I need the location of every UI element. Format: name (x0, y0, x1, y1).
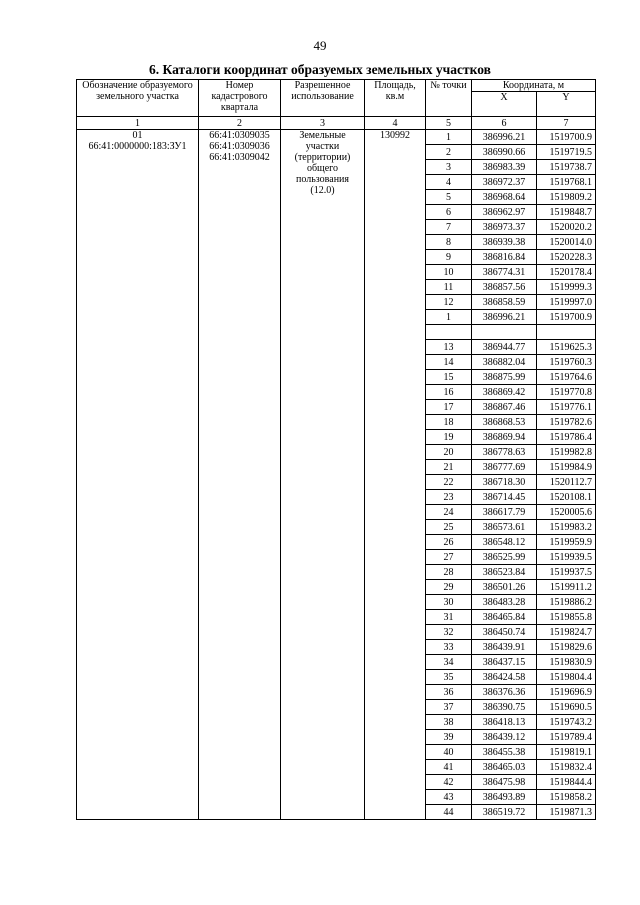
coordinate-y: 1519939.5 (537, 550, 596, 565)
coordinate-y: 1520014.0 (537, 235, 596, 250)
coordinate-y: 1519764.6 (537, 370, 596, 385)
coordinate-x: 386439.91 (472, 640, 537, 655)
coordinate-x: 386548.12 (472, 535, 537, 550)
coordinate-x: 386465.84 (472, 610, 537, 625)
point-number: 10 (426, 265, 472, 280)
point-number: 20 (426, 445, 472, 460)
coordinate-x: 386858.59 (472, 295, 537, 310)
coordinate-y: 1519983.2 (537, 520, 596, 535)
coordinates-catalog-table (76, 79, 596, 820)
cadastral-quarters-cell (199, 130, 281, 820)
point-number: 29 (426, 580, 472, 595)
cadastral-quarter-number: 66:41:0309036 (209, 141, 270, 152)
area-cell: 130992 (365, 130, 426, 820)
coordinate-y: 1519830.9 (537, 655, 596, 670)
point-number: 16 (426, 385, 472, 400)
coordinate-y: 1519625.3 (537, 340, 596, 355)
point-number: 26 (426, 535, 472, 550)
coordinate-y (537, 325, 596, 340)
point-number: 19 (426, 430, 472, 445)
point-number: 17 (426, 400, 472, 415)
point-number: 44 (426, 805, 472, 820)
coordinate-y: 1519776.1 (537, 400, 596, 415)
page-number: 49 (313, 38, 327, 53)
point-number: 15 (426, 370, 472, 385)
coordinate-y: 1519984.9 (537, 460, 596, 475)
coordinate-y: 1519832.4 (537, 760, 596, 775)
coordinate-y: 1519690.5 (537, 700, 596, 715)
column-number-1: 1 (77, 117, 199, 130)
coordinate-y: 1519858.2 (537, 790, 596, 805)
point-number: 11 (426, 280, 472, 295)
coordinate-y: 1519760.3 (537, 355, 596, 370)
coordinate-x: 386983.39 (472, 160, 537, 175)
catalog-body (77, 130, 596, 820)
coordinate-y: 1520005.6 (537, 505, 596, 520)
point-number: 8 (426, 235, 472, 250)
coordinate-x: 386455.38 (472, 745, 537, 760)
coordinate-y: 1519844.4 (537, 775, 596, 790)
point-number: 28 (426, 565, 472, 580)
coordinate-y: 1519789.4 (537, 730, 596, 745)
coordinate-x: 386390.75 (472, 700, 537, 715)
coordinate-y: 1519782.6 (537, 415, 596, 430)
table-row (77, 130, 596, 145)
column-number-6: 6 (472, 117, 537, 130)
coordinate-y: 1519719.5 (537, 145, 596, 160)
coordinate-y: 1519911.2 (537, 580, 596, 595)
coordinate-x: 386475.98 (472, 775, 537, 790)
point-number: 33 (426, 640, 472, 655)
point-number: 7 (426, 220, 472, 235)
point-number: 37 (426, 700, 472, 715)
point-number: 30 (426, 595, 472, 610)
point-number: 9 (426, 250, 472, 265)
point-number: 23 (426, 490, 472, 505)
coordinate-x: 386617.79 (472, 505, 537, 520)
coordinate-x: 386968.64 (472, 190, 537, 205)
coordinate-x: 386867.46 (472, 400, 537, 415)
coordinate-y: 1519786.4 (537, 430, 596, 445)
coordinate-x: 386996.21 (472, 310, 537, 325)
header-area: Площадь, кв.м (365, 80, 426, 117)
point-number: 1 (426, 130, 472, 145)
point-number: 35 (426, 670, 472, 685)
header-x: X (472, 92, 537, 117)
coordinate-y: 1519700.9 (537, 130, 596, 145)
coordinate-y: 1519937.5 (537, 565, 596, 580)
column-number-7: 7 (537, 117, 596, 130)
point-number: 31 (426, 610, 472, 625)
point-number: 14 (426, 355, 472, 370)
cadastral-quarter-number: 66:41:0309042 (209, 152, 270, 163)
coordinate-x: 386483.28 (472, 595, 537, 610)
coordinate-x: 386869.42 (472, 385, 537, 400)
point-number: 1 (426, 310, 472, 325)
coordinate-x: 386439.12 (472, 730, 537, 745)
column-number-4: 4 (365, 117, 426, 130)
coordinate-x: 386868.53 (472, 415, 537, 430)
point-number: 25 (426, 520, 472, 535)
coordinate-y: 1519804.4 (537, 670, 596, 685)
point-number: 12 (426, 295, 472, 310)
header-point-number: № точки (426, 80, 472, 117)
column-number-2: 2 (199, 117, 281, 130)
point-number (426, 325, 472, 340)
point-number: 43 (426, 790, 472, 805)
column-number-3: 3 (281, 117, 365, 130)
coordinate-y: 1519770.8 (537, 385, 596, 400)
coordinate-y: 1519829.6 (537, 640, 596, 655)
point-number: 24 (426, 505, 472, 520)
point-number: 40 (426, 745, 472, 760)
coordinate-x: 386573.61 (472, 520, 537, 535)
coordinate-x: 386972.37 (472, 175, 537, 190)
coordinate-y: 1520228.3 (537, 250, 596, 265)
coordinate-y: 1520020.2 (537, 220, 596, 235)
point-number: 6 (426, 205, 472, 220)
coordinate-y: 1520108.1 (537, 490, 596, 505)
coordinate-y: 1519871.3 (537, 805, 596, 820)
coordinate-x: 386973.37 (472, 220, 537, 235)
header-cadastral-quarter: Номер кадастрового квартала (199, 80, 281, 117)
point-number: 36 (426, 685, 472, 700)
coordinate-x: 386944.77 (472, 340, 537, 355)
coordinate-y: 1520112.7 (537, 475, 596, 490)
coordinate-x: 386996.21 (472, 130, 537, 145)
coordinate-x: 386523.84 (472, 565, 537, 580)
column-number-5: 5 (426, 117, 472, 130)
point-number: 22 (426, 475, 472, 490)
coordinate-y: 1519809.2 (537, 190, 596, 205)
coordinate-y: 1519999.3 (537, 280, 596, 295)
point-number: 32 (426, 625, 472, 640)
coordinate-y: 1519824.7 (537, 625, 596, 640)
point-number: 2 (426, 145, 472, 160)
point-number: 38 (426, 715, 472, 730)
point-number: 13 (426, 340, 472, 355)
point-number: 3 (426, 160, 472, 175)
parcel-designation: 66:41:0000000:183:ЗУ1 (88, 141, 187, 152)
coordinate-x: 386376.36 (472, 685, 537, 700)
coordinate-x: 386465.03 (472, 760, 537, 775)
coordinate-y: 1520178.4 (537, 265, 596, 280)
coordinate-x: 386424.58 (472, 670, 537, 685)
document-title: 6. Каталоги координат образуемых земельных участков (149, 62, 491, 77)
coordinate-x: 386875.99 (472, 370, 537, 385)
coordinate-x: 386418.13 (472, 715, 537, 730)
point-number: 18 (426, 415, 472, 430)
point-number: 42 (426, 775, 472, 790)
coordinate-x: 386869.94 (472, 430, 537, 445)
coordinate-x: 386501.26 (472, 580, 537, 595)
permitted-use-cell: Земельные участки (территории) общего пользования (12.0) (281, 130, 365, 820)
cadastral-quarter-number: 66:41:0309035 (209, 130, 270, 141)
header-coordinates: Координата, м (472, 80, 596, 92)
coordinate-y: 1519855.8 (537, 610, 596, 625)
parcel-designation-cell (77, 130, 199, 820)
coordinate-y: 1519819.1 (537, 745, 596, 760)
coordinate-x: 386777.69 (472, 460, 537, 475)
coordinate-y: 1519768.1 (537, 175, 596, 190)
coordinate-y: 1519997.0 (537, 295, 596, 310)
point-number: 21 (426, 460, 472, 475)
header-y: Y (537, 92, 596, 117)
coordinate-x: 386816.84 (472, 250, 537, 265)
parcel-number: 01 (132, 130, 143, 141)
point-number: 5 (426, 190, 472, 205)
coordinate-x: 386882.04 (472, 355, 537, 370)
coordinate-y: 1519743.2 (537, 715, 596, 730)
coordinate-x: 386857.56 (472, 280, 537, 295)
coordinate-y: 1519848.7 (537, 205, 596, 220)
coordinate-y: 1519982.8 (537, 445, 596, 460)
coordinate-x: 386525.99 (472, 550, 537, 565)
coordinate-y: 1519700.9 (537, 310, 596, 325)
point-number: 4 (426, 175, 472, 190)
coordinate-x: 386493.89 (472, 790, 537, 805)
header-designation: Обозначение образуемого земельного участка (77, 80, 199, 117)
coordinate-y: 1519959.9 (537, 535, 596, 550)
coordinate-x: 386778.63 (472, 445, 537, 460)
coordinate-x: 386437.15 (472, 655, 537, 670)
point-number: 34 (426, 655, 472, 670)
coordinate-x: 386450.74 (472, 625, 537, 640)
coordinate-x: 386774.31 (472, 265, 537, 280)
coordinate-x: 386718.30 (472, 475, 537, 490)
point-number: 41 (426, 760, 472, 775)
coordinate-x: 386939.38 (472, 235, 537, 250)
point-number: 39 (426, 730, 472, 745)
header-permitted-use: Разрешенное использование (281, 80, 365, 117)
coordinate-y: 1519738.7 (537, 160, 596, 175)
coordinate-x: 386990.66 (472, 145, 537, 160)
coordinate-x: 386519.72 (472, 805, 537, 820)
point-number: 27 (426, 550, 472, 565)
coordinate-y: 1519696.9 (537, 685, 596, 700)
coordinate-x (472, 325, 537, 340)
coordinate-y: 1519886.2 (537, 595, 596, 610)
coordinate-x: 386962.97 (472, 205, 537, 220)
coordinate-x: 386714.45 (472, 490, 537, 505)
